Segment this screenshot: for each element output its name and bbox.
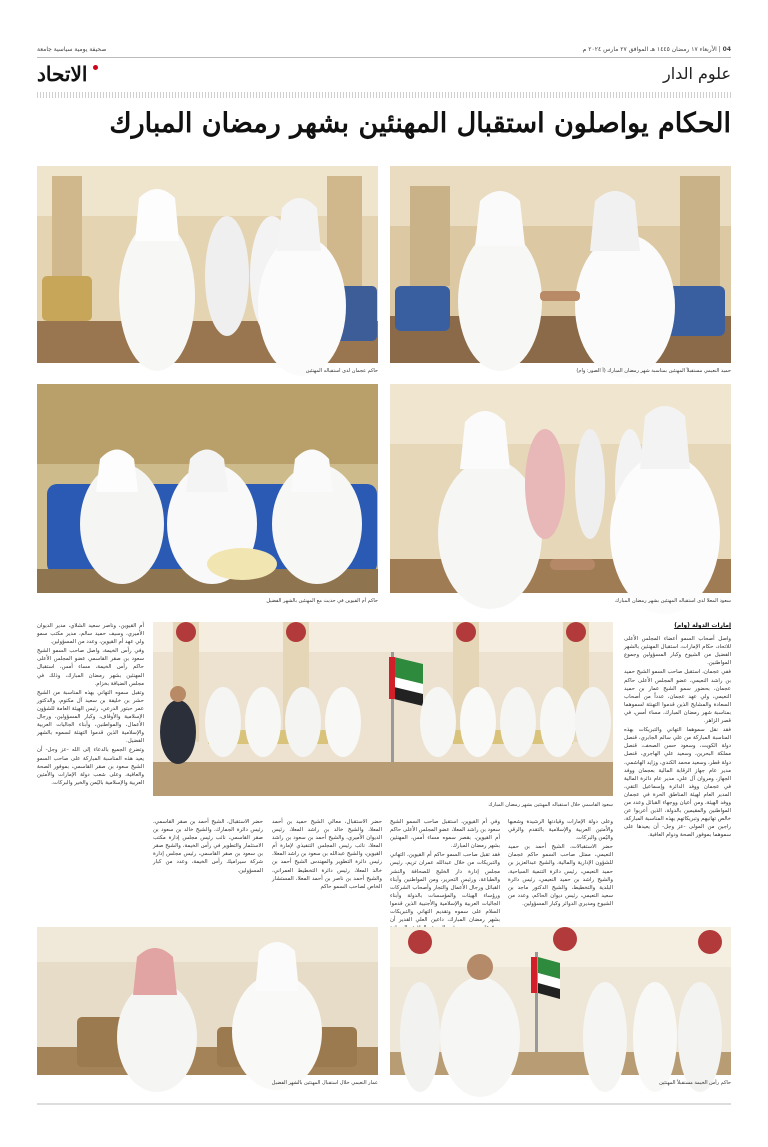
caption-4: حاكم أم القيوين في حديث مع المهنئين بالشهر الفضيل xyxy=(266,598,378,604)
page-date-line: 04 | الأربعاء ١٧ رمضان ١٤٤٥ هـ الموافق ٢٧ مارس ٢٠٢٤ م xyxy=(582,46,731,53)
caption-7: عمار النعيمي خلال استقبال المهنئين بالشهر الفضيل xyxy=(271,1080,378,1086)
article-column-bottom-1 xyxy=(508,818,613,917)
article-paragraph: وفي أم القيوين، استقبل صاحب السمو الشيخ سعود بن راشد المعلا، عضو المجلس الأعلى حاكم أم القيوين، بقصر سموه مساء أمس، المهنئين بشهر رمضان المبارك. xyxy=(390,819,500,850)
newspaper-logo xyxy=(37,62,87,86)
tagline: صحيفة يومية سياسية جامعة xyxy=(37,46,107,53)
page-headline: الحكام يواصلون استقبال المهنئين بشهر رمضان المبارك xyxy=(109,108,731,139)
masthead-bar xyxy=(37,44,731,58)
article-paragraph: حضر الاستقبال، معالي الشيخ حميد بن أحمد المعلا، والشيخ خالد بن راشد المعلا، رئيس الديوان الأميري، والشيخ أحمد بن سعود بن راشد المعلا، نائب رئيس المجلس التنفيذي لإمارة أم القيوين، والشيخ عبدالله بن سعود بن راشد المعلا، رئيس دائرة التطوير والمهندس الشيخ أحمد بن خالد المعلا، رئيس دائرة التخطيط العمراني، والشيخ أحمد بن ناصر بن أحمد المعلا، المستشار الخاص لصاحب السمو حاكم xyxy=(272,819,382,890)
article-paragraph: حضر الاستقبالات، الشيخ أحمد بن حميد النعيمي، ممثل صاحب السمو حاكم عجمان للشؤون الإدارية والمالية، والشيخ عبدالعزيز بن حميد النعيمي، رئيس دائرة التنمية السياحية، والشيخ راشد بن حميد النعيمي، رئيس دائرة البلدية والتخطيط، والشيخ الدكتور ماجد بن سعيد النعيمي، رئيس ديوان الحاكم، وعدد من الشيوخ ومديري الدوائر وكبار المسؤولين. xyxy=(508,844,613,907)
logo-dot-icon xyxy=(93,65,98,70)
photo-uaq-handshake xyxy=(390,384,731,593)
article-paragraph: واصل أصحاب السمو أعضاء المجلس الأعلى للاتحاد، حكام الإمارات، استقبال المهنئين بالشهر الفضيل من الشيوخ وكبار المسؤولين وجموع المواطنين. xyxy=(624,636,731,667)
article-paragraph: أم القيوين، وناصر سعيد الشلاي، مدير الديوان الأميري، وسيف حميد سالم، مدير مكتب سمو ولي عهد أم القيوين، وعدد من المسؤولين. xyxy=(37,623,144,646)
photo-rak-ruler xyxy=(390,927,731,1075)
date-text: الأربعاء ١٧ رمضان ١٤٤٥ هـ الموافق ٢٧ مارس ٢٠٢٤ م xyxy=(582,46,717,53)
photo-image xyxy=(390,927,731,1075)
article-paragraph: ففي عجمان، استقبل صاحب السمو الشيخ حميد بن راشد النعيمي، عضو المجلس الأعلى حاكم عجمان، بحضور سمو الشيخ عمار بن حميد النعيمي، ولي عهد عجمان، عدداً من أصحاب السعادة والمشايخ الذين قدموا التهنئة لسموهما بمناسبة شهر رمضان المبارك، مساء أمس، في قصر الزاهر. xyxy=(624,669,731,725)
caption-1: حميد النعيمي مستقبلاً المهنئين بمناسبة شهر رمضان المبارك (أ الصور: وام) xyxy=(576,368,731,374)
section-divider xyxy=(37,92,731,98)
photo-image xyxy=(153,622,613,796)
article-byline: إمارات الدولة (وام) xyxy=(674,622,731,629)
logo-text: الاتحاد xyxy=(37,62,88,86)
photo-uaq-conversation xyxy=(37,384,378,593)
photo-ajman-guests xyxy=(37,166,378,363)
photo-image xyxy=(37,166,378,363)
article-column-bottom-2 xyxy=(390,818,500,924)
page-number: 04 xyxy=(722,46,731,53)
article-paragraph: وتقبل سموه التهاني بهذه المناسبة من الشيخ حشر بن خليفة بن سعيد آل مكتوم، والدكتور عمر حبتور الدرعي، رئيس الهيئة العامة للشؤون الإسلامية والأوقاف، وكبار المسؤولين، ورجال الأعمال، والمواطنين، وأبناء الجاليات العربية والإسلامية الذين قدموا التهنئة لسموه بالشهر الفضيل. xyxy=(37,689,144,745)
article-paragraph: وعلى دولة الإمارات وقيادتها الرشيدة وشعبها والأمتين العربية والإسلامية بالتقدم والرقي واليُمن والبركات. xyxy=(508,819,613,842)
article-paragraph: حضر الاستقبال، الشيخ أحمد بن صقر القاسمي، رئيس دائرة الجمارك، والشيخ خالد بن سعود بن صقر القاسمي، نائب رئيس مجلس إدارة مكتب الاستثمار والتطوير في رأس الخيمة، والشيخ صقر بن سعود بن صقر القاسمي، رئيس مجلس إدارة شركة سيراميك رأس الخيمة، وعدد من كبار المسؤولين. xyxy=(153,819,263,874)
photo-image xyxy=(390,166,731,363)
article-paragraph: فقد نقل سموهما التهاني والتبريكات بهذه المناسبة المباركة من علي سالم الجابري، قنصل دولة الكويت، وسعود حسن الصحف، قنصل مملكة البحرين، وسعيد علي الهاجري، قنصل دولة قطر، وسعيد محمد الكندي، وزايد الهاشمي، مدير عام جهاز الرقابة المالية بعجمان ووفد الجهاز، ومروان آل علي، مدير عام دائرة المالية في عجمان ووفد الدائرة وإسماعيل التقي، المدير العام لهيئة المناطق الحرة في عجمان ووفد الهيئة، ومن أعيان ووجهاء القبائل وعدد من المواطنين والمقيمين بالدولة، الذين أعربوا عن خالص تهانيهم وتبريكاتهم بهذه المناسبة المباركة، راجين من المولى -عز وجل- أن يعيدها على سموهما بموفور الصحة ودوام العافية. xyxy=(624,727,731,839)
photo-rak-majlis xyxy=(153,622,613,796)
photo-image xyxy=(390,384,731,593)
caption-6: حاكم رأس الخيمة مستقبلاً المهنئين xyxy=(659,1080,731,1086)
photo-ajman-crown-prince xyxy=(37,927,378,1075)
article-paragraph: وتضرع الجميع بالدعاء إلى الله -عز وجل- أن يعيد هذه المناسبة المباركة على صاحب السمو الشيخ سعود بن صقر القاسمي، بموفور الصحة والعافية، وعلى شعب دولة الإمارات والأمتين العربية والإسلامية باليُمن والخير والبركات. xyxy=(37,747,144,786)
article-column-left xyxy=(37,622,144,917)
article-paragraph: وفي رأس الخيمة، واصل صاحب السمو الشيخ سعود بن صقر القاسمي عضو المجلس الأعلى حاكم رأس الخيمة، مساء أمس، استقبال المهنئين بشهر رمضان المبارك، وذلك في مجلس الضيافة بخزام. xyxy=(37,648,144,687)
caption-2: حاكم عجمان لدى استقباله المهنئين xyxy=(305,368,378,374)
divider xyxy=(37,57,731,58)
photo-image xyxy=(37,927,378,1075)
caption-3: سعود المعلا لدى استقباله المهنئين بشهر رمضان المبارك xyxy=(614,598,731,604)
photo-image xyxy=(37,384,378,593)
article-column-bottom-4 xyxy=(153,818,263,917)
section-title: علوم الدار xyxy=(663,64,731,83)
article-column-right xyxy=(624,622,731,917)
page-bottom-rule xyxy=(37,1103,731,1105)
caption-5: سعود القاسمي خلال استقباله المهنئين بشهر رمضان المبارك xyxy=(488,802,613,808)
photo-ajman-ruler xyxy=(390,166,731,363)
article-column-bottom-3 xyxy=(272,818,382,917)
article-paragraph: فقد تقبل صاحب السمو حاكم أم القيوين، التهاني والتبريكات من خلال عبدالله عمران تريم، رئيس مجلس إدارة دار الخليج للصحافة والنشر والطباعة، ورئيس التحرير، ومن المواطنين وأبناء القبائل ورجال الأعمال والتجار وأصحاب الشركات ورؤساء الهيئات والمؤسسات بالدولة وأبناء الجاليات العربية والإسلامية والأجنبية الذين قدموا السلام على سموه وتقديم التهاني والتبريكات بشهر رمضان المبارك، داعين العلي القدير أن xyxy=(390,852,500,924)
